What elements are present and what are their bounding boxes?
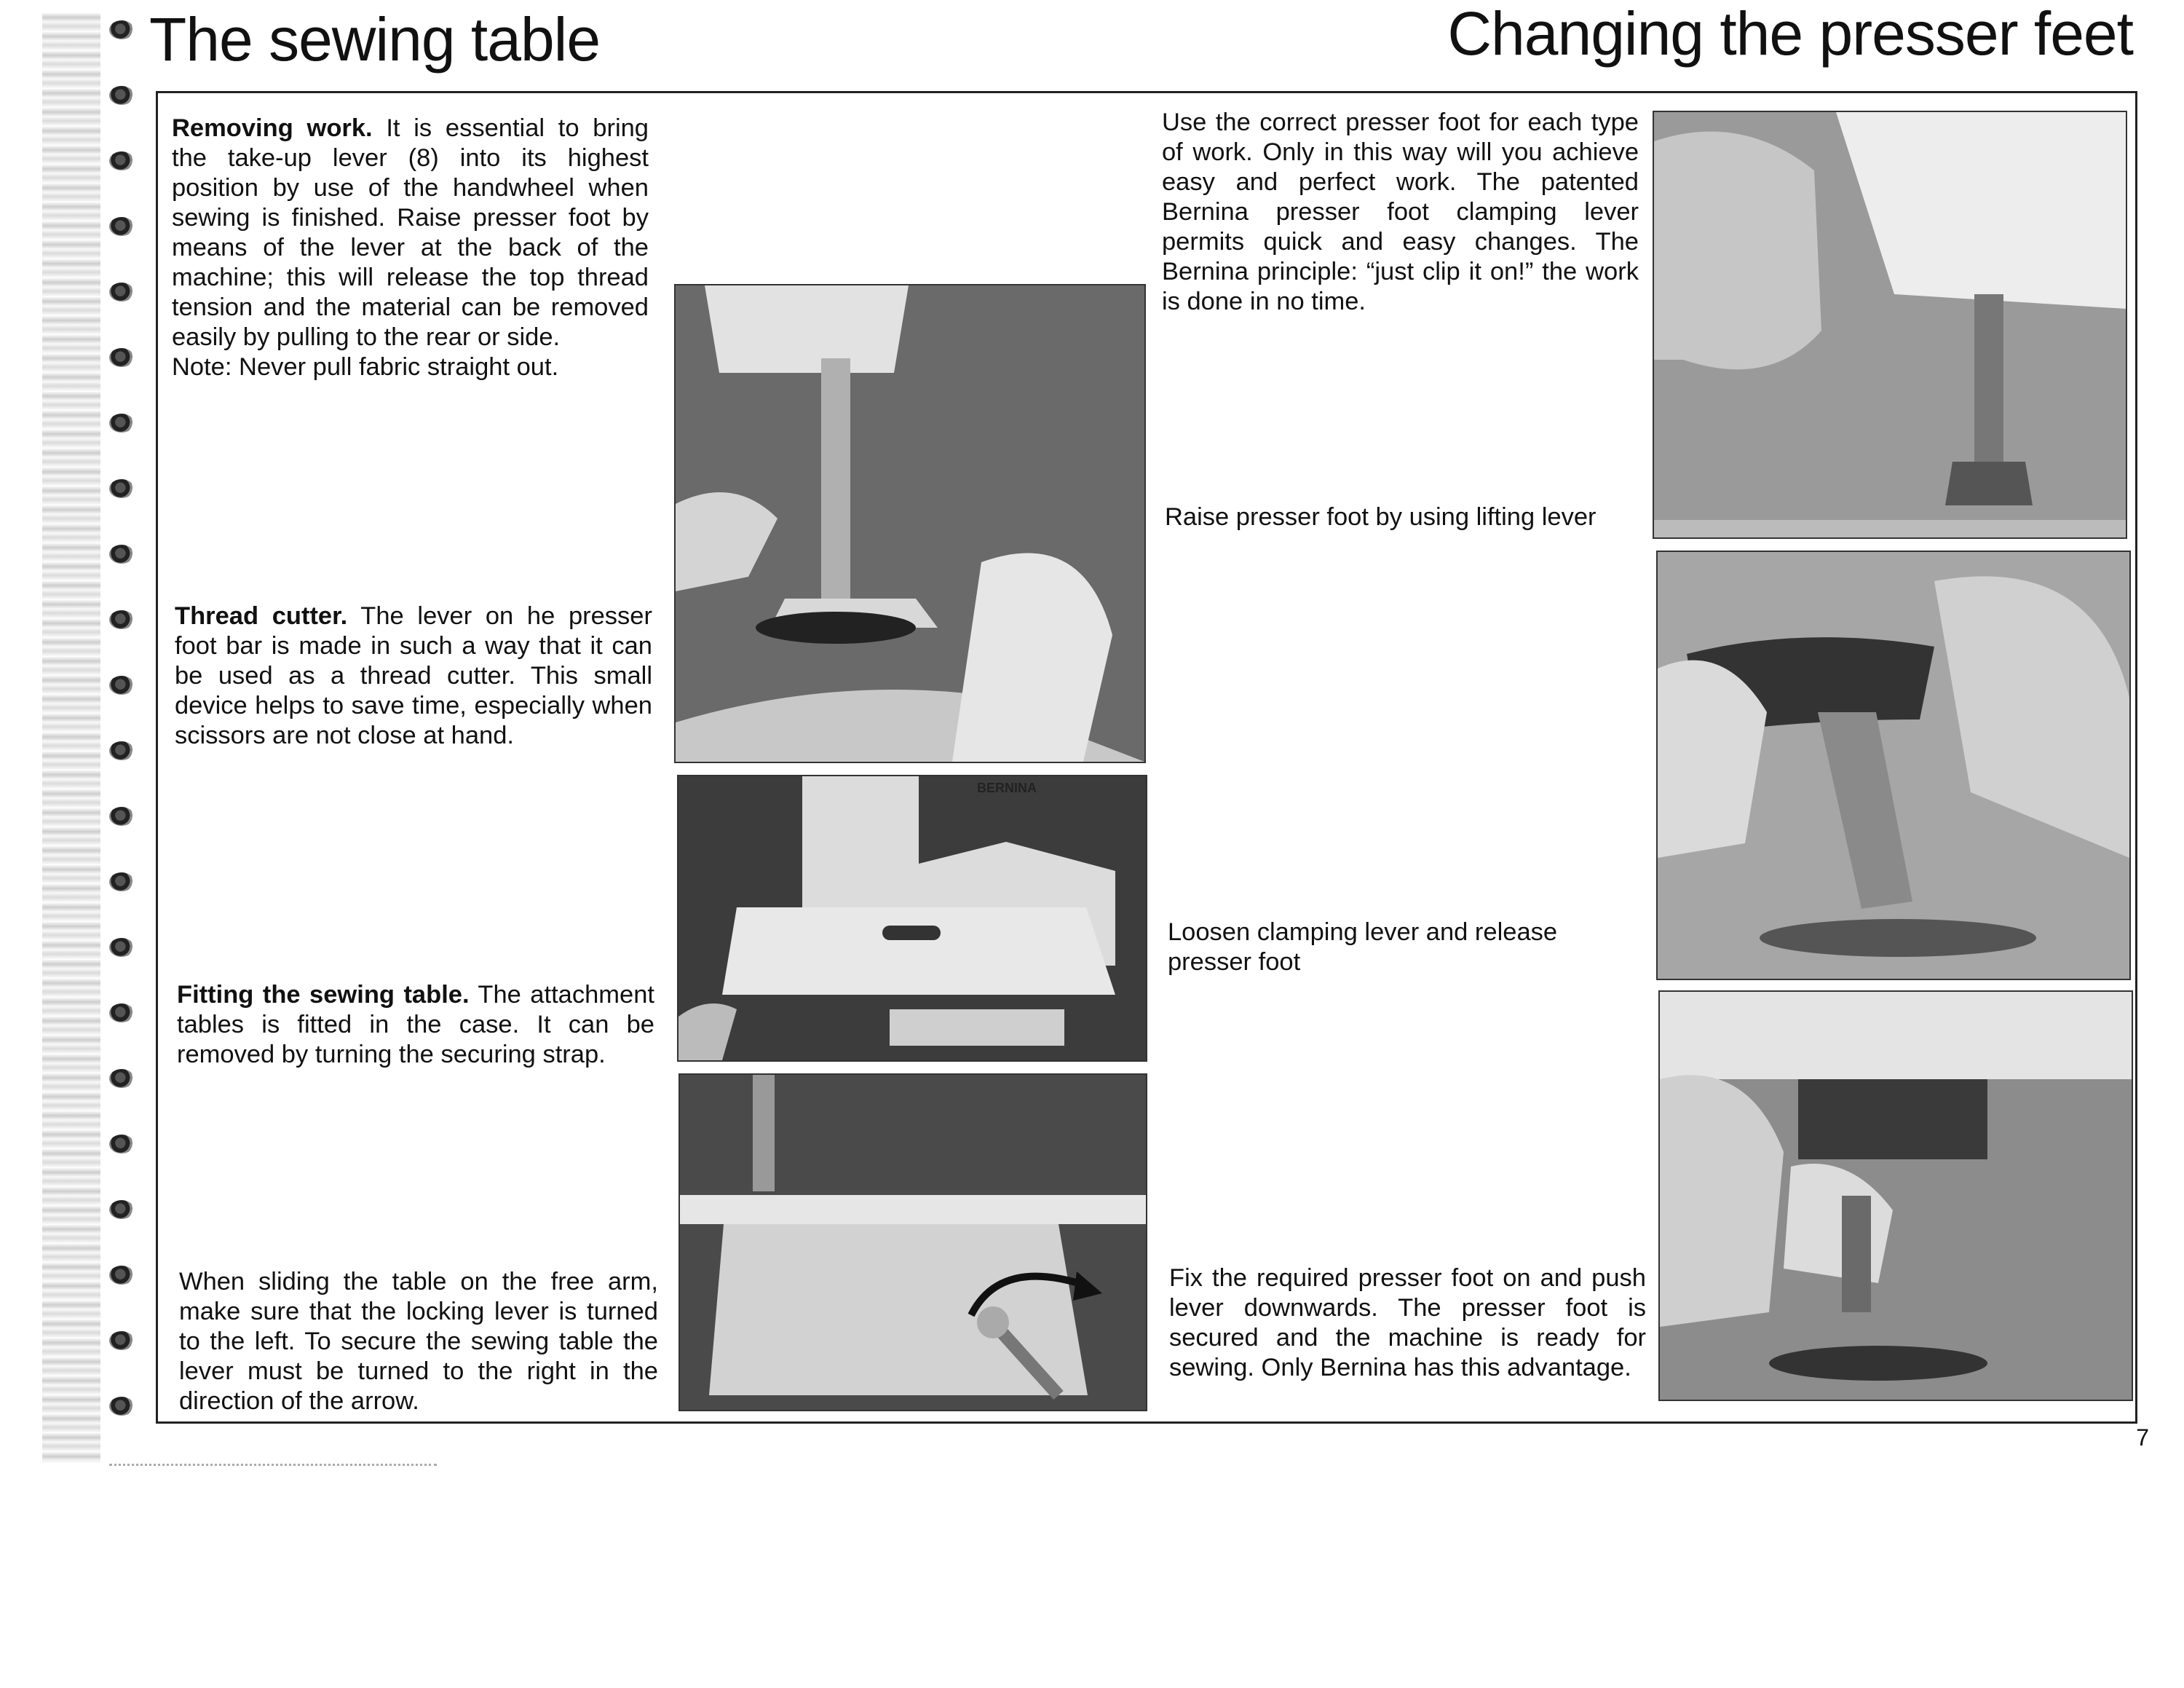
- binding-ring: [109, 151, 134, 170]
- binding-ring: [109, 545, 134, 564]
- caption-fix-presser-foot: [1169, 1263, 1646, 1383]
- binding-ring: [109, 610, 134, 629]
- photo-raise-presser-foot-drawing: [1654, 112, 2126, 537]
- photo-sewing-table: [677, 775, 1147, 1062]
- photo-fix-presser-foot: [1658, 990, 2133, 1401]
- binding-ring: [109, 1003, 134, 1022]
- binding-ring: [109, 872, 134, 891]
- caption-fix-presser-foot-text: Fix the required presser foot on and push lever downwards. The presser foot is secured and the machine is ready for sewing. Only Bernina has this advantage.: [1169, 1264, 1646, 1381]
- binding-strip: [42, 13, 100, 1462]
- binding-ring: [109, 1135, 134, 1153]
- binding-ring: [109, 479, 134, 498]
- spiral-binding: [42, 13, 151, 1462]
- photo-loosen-lever: [1656, 551, 2131, 980]
- binding-ring: [109, 20, 134, 39]
- thread-cutter-text: The lever on he presser foot bar is made in such a way that it can be used as a thread cutter. This small device helps to save time, especially when scissors are not close at hand.: [175, 602, 652, 749]
- photo-removing-work-drawing: [676, 285, 1144, 762]
- thread-cutter-heading: Thread cutter.: [175, 602, 348, 630]
- binding-ring: [109, 348, 134, 367]
- binding-ring: [109, 807, 134, 826]
- sliding-table-paragraph: [179, 1267, 658, 1416]
- photo-free-arm-drawing: [680, 1075, 1146, 1410]
- page-number: 7: [2136, 1424, 2149, 1451]
- binding-ring: [109, 676, 134, 695]
- photo-sewing-table-drawing: [678, 776, 1146, 1060]
- binding-ring: [109, 414, 134, 433]
- removing-work-note: Note: Never pull fabric straight out.: [172, 353, 559, 381]
- binding-ring: [109, 217, 134, 236]
- caption-raise-presser-foot: Raise presser foot by using lifting lever: [1165, 503, 1597, 531]
- binding-ring: [109, 283, 134, 301]
- photo-fix-presser-foot-drawing: [1660, 992, 2132, 1400]
- binding-ring: [109, 86, 134, 105]
- removing-work-text: It is essential to bring the take-up lever (8) into its highest position by use of the handwheel when sewing is finished. Raise presser foot by means of the lever at the back of the machine; this will release the top thread tension and the material can be removed easily by pulling to the rear or side.: [172, 114, 649, 351]
- caption-loosen-lever: Loosen clamping lever and release presser foot: [1168, 918, 1558, 976]
- photo-free-arm: [678, 1073, 1147, 1411]
- page-title-right: Changing the presser feet: [1447, 0, 2133, 68]
- binding-ring: [109, 1266, 134, 1285]
- photo-brand-label: BERNINA: [977, 781, 1037, 795]
- binding-ring: [109, 1397, 134, 1416]
- presser-feet-intro-text: Use the correct presser foot for each type of work. Only in this way will you achieve easy and perfect work. The patented Bernina presser foot clamping lever permits quick and easy changes. The Bernina principle: “just clip it on!” the work is done in no time.: [1162, 109, 1639, 315]
- photo-loosen-lever-drawing: [1658, 552, 2129, 979]
- fitting-table-heading: Fitting the sewing table.: [177, 981, 470, 1009]
- binding-ring: [109, 1200, 134, 1219]
- scan-artifact-dots: [109, 1464, 437, 1468]
- fitting-table-text: The attachment tables is fitted in the case. It can be removed by turning the securing strap.: [177, 981, 654, 1068]
- removing-work-paragraph: [172, 114, 649, 382]
- removing-work-heading: Removing work.: [172, 114, 373, 142]
- binding-ring: [109, 938, 134, 957]
- photo-removing-work: [674, 284, 1146, 763]
- binding-ring: [109, 1331, 134, 1350]
- binding-ring: [109, 1069, 134, 1088]
- fitting-table-paragraph: [177, 980, 654, 1070]
- thread-cutter-paragraph: [175, 602, 652, 751]
- binding-ring: [109, 741, 134, 760]
- sliding-table-text: When sliding the table on the free arm, make sure that the locking lever is turned to the left. To secure the sewing table the lever must be turned to the right in the direction of the arrow.: [179, 1268, 658, 1415]
- page-title-left: The sewing table: [149, 5, 601, 74]
- presser-feet-intro: [1162, 108, 1639, 317]
- photo-raise-presser-foot: [1653, 111, 2127, 539]
